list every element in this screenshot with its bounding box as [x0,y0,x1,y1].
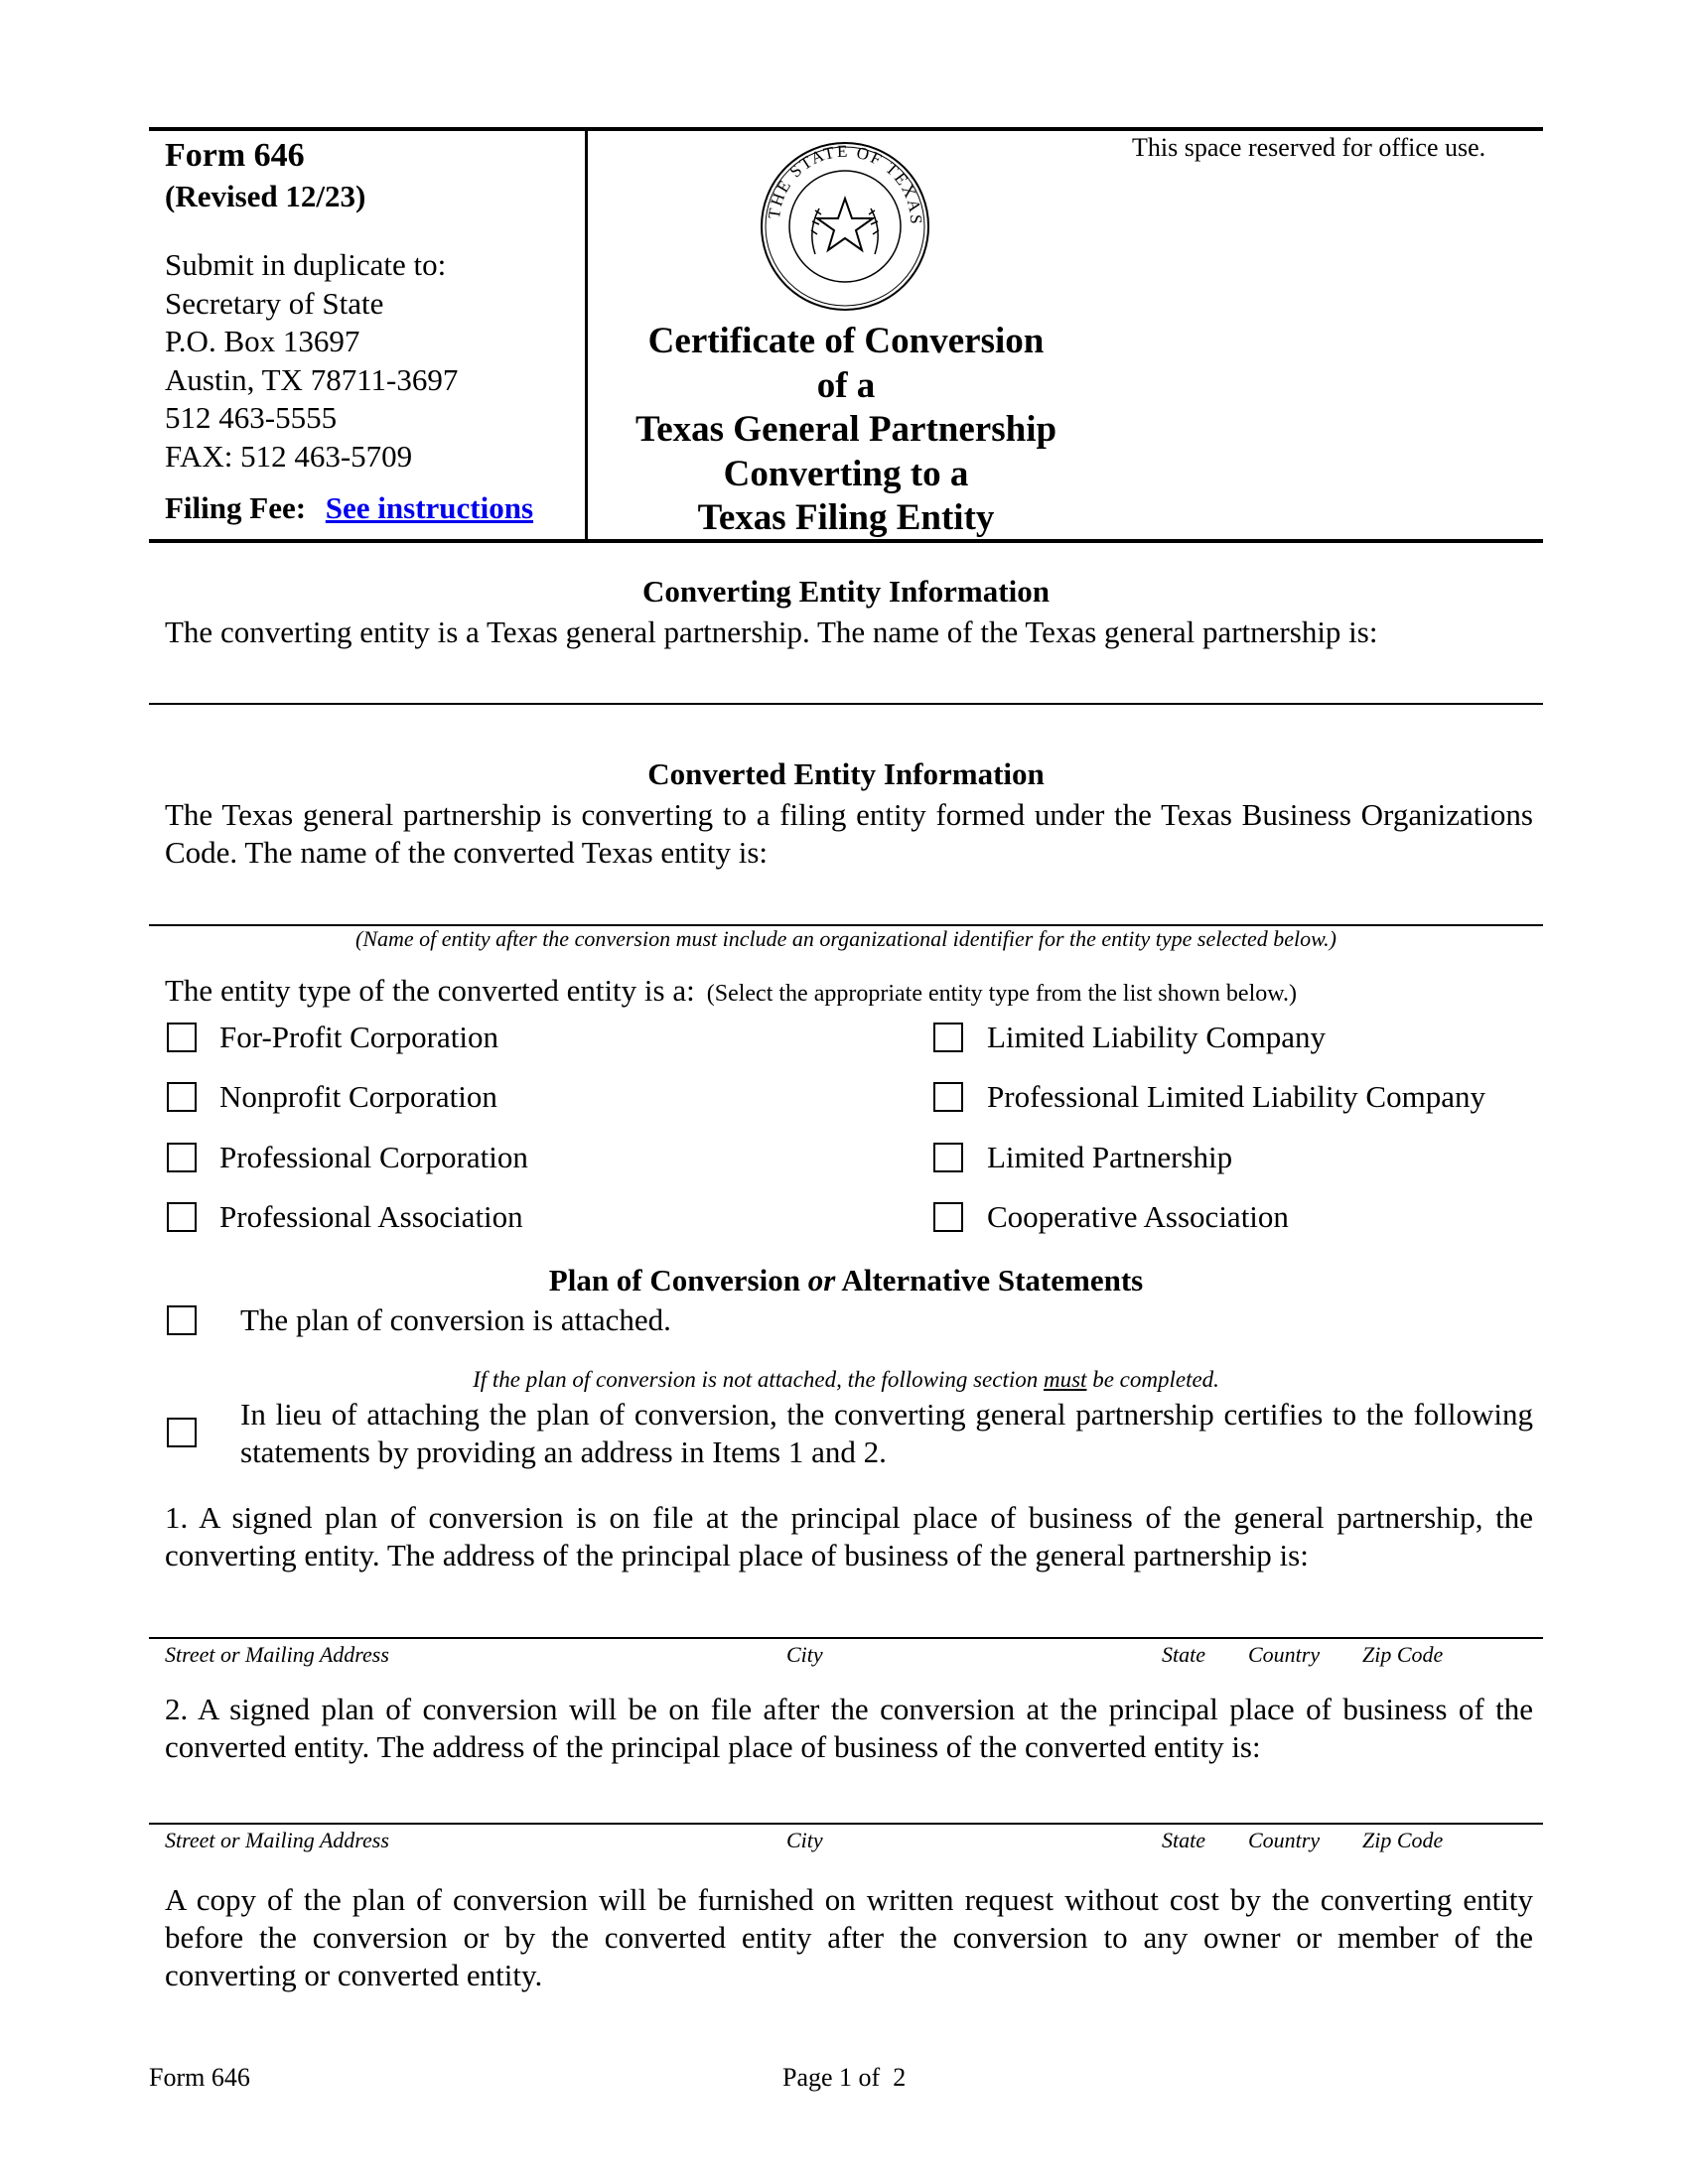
item1-label-zip: Zip Code [1362,1642,1444,1667]
footer-form: Form 646 [149,2063,250,2092]
item1-label-street: Street or Mailing Address [165,1642,389,1667]
converting-name-field[interactable] [149,655,1543,705]
title-line-5: Texas Filing Entity [697,497,995,538]
converted-name-field[interactable] [149,880,1543,926]
converted-heading: Converted Entity Information [647,756,1045,791]
svg-text:THE STATE OF TEXAS [765,142,925,226]
item-1-text: 1. A signed plan of conversion is on file at the principal place of business of the general partnership, the converting entity. The address of the principal place of business of the general partnership is: [165,1500,1533,1572]
filing-fee-label: Filing Fee: [165,490,307,525]
type-hint: (Select the appropriate entity type from the list shown below.) [706,981,1298,1007]
plan-note-a: If the plan of conversion is not attached, the following section [473,1367,1044,1392]
office-use-note: This space reserved for office use. [1132,133,1486,162]
checkbox-professional-association[interactable] [167,1202,197,1232]
plan-heading-or: or [807,1263,836,1297]
checkbox-nonprofit-corporation[interactable] [167,1082,197,1112]
checkbox-professional-corporation[interactable] [167,1143,197,1172]
title-line-1: Certificate of Conversion [647,321,1045,361]
checkbox-limited-liability-company[interactable] [933,1023,963,1052]
plan-heading [149,1263,1543,1298]
item2-label-city: City [786,1828,823,1852]
item-2-text: 2. A signed plan of conversion will be on file after the conversion at the principal place of business of the converted entity. The address of the principal place of business of the converted entity is: [165,1692,1533,1764]
item1-label-state: State [1162,1642,1205,1667]
label-limited-partnership: Limited Partnership [987,1140,1233,1174]
state-seal-icon [758,139,932,314]
title-line-2: of a [816,364,876,406]
form-revised: (Revised 12/23) [165,179,366,213]
checkbox-in-lieu[interactable] [167,1418,197,1447]
converted-text: The Texas general partnership is converting to a filing entity formed under the Texas Business Organizations Code. The name of the converted Texas entity is: [165,797,1533,870]
form-title [588,320,1104,541]
checkbox-cooperative-association[interactable] [933,1202,963,1232]
title-line-3: Texas General Partnership [634,409,1057,450]
in-lieu-text: In lieu of attaching the plan of conversion, the converting general partnership certifies to the following statements by providing an address in Items 1 and 2. [240,1397,1533,1469]
plan-note-b: be completed. [1086,1367,1219,1392]
form-number: Form 646 [165,137,305,174]
header-top-rule [149,127,1543,131]
plan-note [149,1367,1543,1393]
submit-to: Submit in duplicate to: [165,247,447,282]
item2-label-country: Country [1248,1828,1321,1852]
converting-text: The converting entity is a Texas general partnership. The name of the Texas general partnership is: [165,614,1378,649]
converted-name-note: (Name of entity after the conversion must include an organizational identifier for the entity type selected below.) [355,926,1336,951]
item1-label-city: City [786,1642,823,1667]
item2-label-zip: Zip Code [1362,1828,1444,1852]
seal-text: THE STATE OF TEXAS [764,141,926,226]
copy-furnished-text: A copy of the plan of conversion will be furnished on written request without cost by the converting entity before the conversion or by the converted entity after the conversion to any owner or member of the converting or converted entity. [165,1882,1533,1992]
title-line-4: Converting to a [723,453,969,494]
checkbox-limited-partnership[interactable] [933,1143,963,1172]
plan-heading-b: Alternative Statements [835,1263,1144,1297]
label-for-profit-corporation: For-Profit Corporation [219,1020,498,1054]
item-2-address-line[interactable] [149,1823,1543,1825]
sos-name: Secretary of State [165,285,384,321]
footer-page: Page 1 of 2 [782,2063,907,2092]
po-box: P.O. Box 13697 [165,324,360,358]
type-prompt: The entity type of the converted entity is a: [165,973,695,1008]
texas-seal [758,139,932,314]
item-1-address-line[interactable] [149,1637,1543,1639]
plan-note-must: must [1043,1367,1087,1392]
label-professional-association: Professional Association [219,1199,523,1234]
checkbox-for-profit-corporation[interactable] [167,1023,197,1052]
converting-heading: Converting Entity Information [642,574,1050,609]
checkbox-plan-attached[interactable] [167,1305,197,1335]
label-cooperative-association: Cooperative Association [987,1199,1289,1234]
submit-instructions [165,246,458,476]
fax: FAX: 512 463-5709 [165,438,413,474]
see-instructions-link[interactable]: See instructions [325,490,534,525]
plan-attached-text: The plan of conversion is attached. [240,1302,671,1337]
city-zip: Austin, TX 78711-3697 [165,361,459,397]
label-limited-liability-company: Limited Liability Company [987,1020,1326,1054]
phone: 512 463-5555 [165,400,338,435]
item2-label-state: State [1162,1828,1205,1852]
filing-fee [165,490,533,526]
item2-label-street: Street or Mailing Address [165,1828,389,1852]
entity-type-prompt [165,973,1297,1009]
label-professional-llc: Professional Limited Liability Company [987,1079,1485,1114]
label-professional-corporation: Professional Corporation [219,1140,528,1174]
item1-label-country: Country [1248,1642,1321,1667]
checkbox-professional-llc[interactable] [933,1082,963,1112]
label-nonprofit-corporation: Nonprofit Corporation [219,1079,497,1114]
plan-heading-a: Plan of Conversion [548,1263,808,1297]
